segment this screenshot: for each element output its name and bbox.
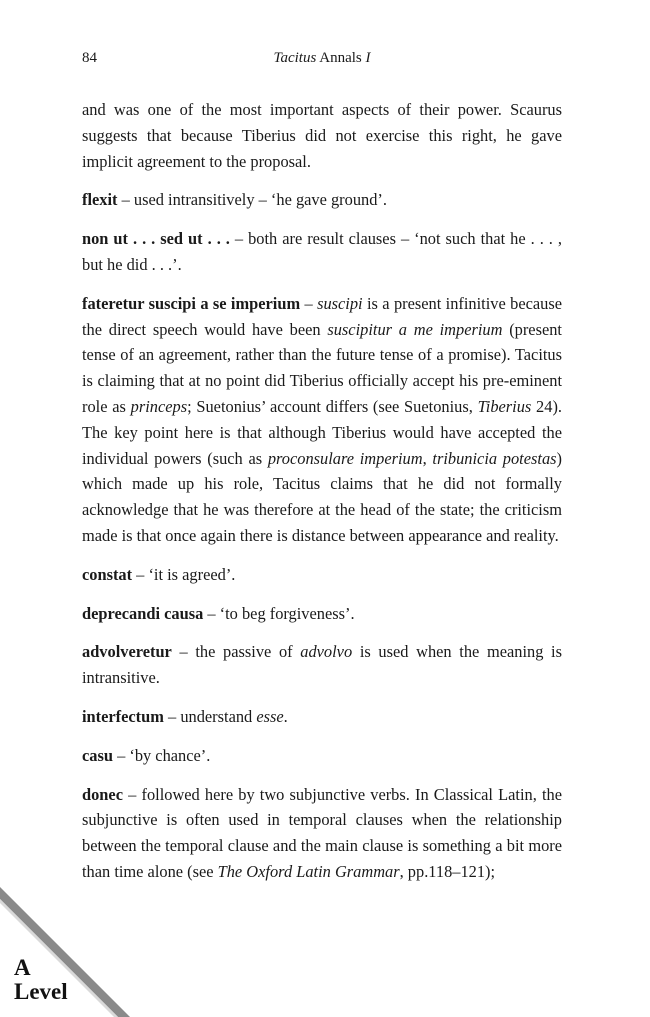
lemma: flexit xyxy=(82,190,118,210)
entry-constat xyxy=(82,562,562,588)
paragraph-continuation: and was one of the most important aspects of their power. Scaurus suggests that because Tiberius did not exercise this right, he gave implicit agreement to the proposal. xyxy=(82,100,562,171)
entry-deprecandi-causa xyxy=(82,601,562,627)
entry-interfectum: interfectum – understand esse. xyxy=(82,706,288,726)
gloss: – ‘by chance’. xyxy=(112,745,211,765)
lemma: casu xyxy=(82,745,113,765)
running-title xyxy=(82,50,562,67)
level-badge-label xyxy=(14,956,68,1004)
commentary-body xyxy=(82,97,562,885)
lemma: interfectum xyxy=(82,706,164,726)
level-badge-line2: Level xyxy=(14,979,68,1004)
lemma: constat xyxy=(82,564,133,584)
level-badge-line1: A xyxy=(14,955,31,980)
entry-casu xyxy=(82,743,562,769)
lemma: deprecandi causa xyxy=(82,603,204,623)
gloss: – both are result clauses – ‘not such that he . . . , but he did . . .’. xyxy=(82,229,562,274)
gloss: – used intransitively – ‘he gave ground’. xyxy=(117,190,387,210)
lemma: fateretur suscipi a se imperium xyxy=(82,293,301,313)
page-number: 84 xyxy=(82,50,97,66)
running-title-book: I xyxy=(365,50,371,66)
running-title-work: Annals xyxy=(316,50,366,66)
entry-donec: donec – followed here by two subjunctive verbs. In Classical Latin, the subjunctive is often used in temporal clauses when the relationship between the temporal clause and the main clause is something a bit more than time alone (see The Oxford Latin Grammar, pp.118–121); xyxy=(82,784,562,881)
running-title-author: Tacitus xyxy=(273,50,317,66)
gloss: – ‘it is agreed’. xyxy=(132,564,236,584)
lemma: non ut . . . sed ut . . . xyxy=(82,229,230,249)
entry-fateretur: fateretur suscipi a se imperium – suscipi is a present infinitive because the direct speech would have been suscipitur a me imperium (present tense of an agreement, rather than the future tense of a promise). Tacitus is claiming that at no point did Tiberius officially accept his pre-eminent role as princeps; Suetonius’ account differs (see Suetonius, Tiberius 24). The key point here is that although Tiberius would have accepted the individual powers (such as proconsulare imperium, tribunicia potestas) which made up his role, Tacitus claims that he did not formally acknowledge that he was therefore at the head of the state; the criticism made is that once again there is distance between appearance and reality. xyxy=(82,293,562,545)
entry-advolveretur: advolveretur – the passive of advolvo is used when the meaning is intransitive. xyxy=(82,642,562,688)
entry-non-ut-sed-ut xyxy=(82,226,562,278)
lemma: advolveretur xyxy=(82,642,172,662)
lemma: donec xyxy=(82,784,123,804)
entry-flexit xyxy=(82,187,562,213)
gloss: – ‘to beg forgiveness’. xyxy=(203,603,355,623)
page-header xyxy=(82,50,562,72)
